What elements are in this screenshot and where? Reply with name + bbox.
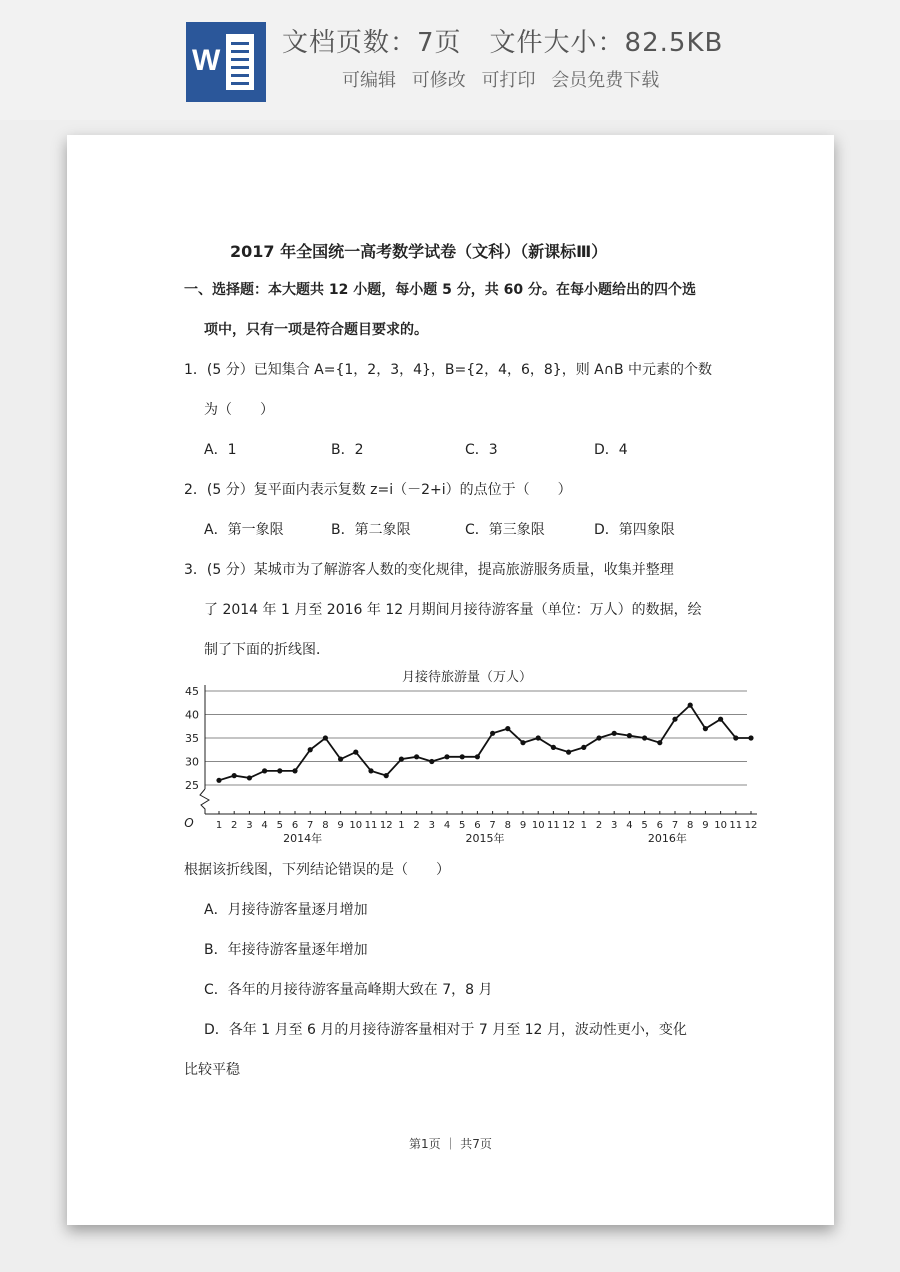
q1-option-a: A．1 <box>204 442 237 458</box>
question-1-line2: 为（ ） <box>204 402 274 418</box>
q2-option-a: A．第一象限 <box>204 522 284 538</box>
q3-option-c: C．各年的月接待游客量高峰期大致在 7，8 月 <box>204 982 493 998</box>
x-tick-label-22: 11 <box>547 820 560 831</box>
x-tick-label-25: 2 <box>595 820 603 831</box>
question-3-line1: 3．(5 分）某城市为了解游客人数的变化规律，提高旅游服务质量，收集并整理 <box>184 562 674 578</box>
q3-option-a: A．月接待游客量逐月增加 <box>204 902 368 918</box>
x-tick-label-33: 10 <box>714 820 727 831</box>
document-page <box>67 135 834 1225</box>
feature-tags <box>342 66 669 92</box>
data-point-28 <box>642 735 647 740</box>
tag-editable: 可编辑 <box>342 70 396 91</box>
x-tick-label-12: 1 <box>398 820 405 831</box>
x-tick-label-15: 4 <box>443 820 451 831</box>
section-heading-line2: 项中，只有一项是符合题目要求的。 <box>204 322 428 338</box>
q2-option-c: C．第三象限 <box>465 522 545 538</box>
y-tick-45: 45 <box>185 685 199 698</box>
q3-option-d-continued: 比较平稳 <box>184 1062 240 1078</box>
q3-option-b: B．年接待游客量逐年增加 <box>204 942 368 958</box>
x-tick-label-11: 12 <box>379 820 393 831</box>
data-point-13 <box>414 754 419 759</box>
x-tick-label-7: 8 <box>322 820 329 831</box>
data-point-9 <box>353 750 358 755</box>
file-size: 文件大小：82.5KB <box>489 28 724 58</box>
x-tick-label-3: 4 <box>261 820 268 831</box>
data-point-19 <box>505 726 510 731</box>
data-point-35 <box>748 735 753 740</box>
data-point-0 <box>216 778 221 783</box>
x-tick-label-29: 6 <box>656 820 663 831</box>
data-point-20 <box>520 740 525 745</box>
data-point-11 <box>384 773 389 778</box>
x-tick-label-14: 3 <box>428 820 435 831</box>
data-point-16 <box>460 754 465 759</box>
x-tick-label-31: 8 <box>687 820 694 831</box>
question-3-ask: 根据该折线图，下列结论错误的是（ ） <box>184 862 450 878</box>
y-tick-40: 40 <box>185 708 199 722</box>
page-count: 文档页数：7页 <box>282 28 462 58</box>
x-tick-label-0: 1 <box>215 820 223 831</box>
question-2: 2．(5 分）复平面内表示复数 z=i（－2+i）的点位于（ ） <box>184 482 572 498</box>
section-heading-line1: 一、选择题：本大题共 12 小题，每小题 5 分，共 60 分。在每小题给出的四个选 <box>184 282 696 298</box>
data-point-30 <box>672 717 677 722</box>
x-tick-label-30: 7 <box>671 820 679 831</box>
data-point-32 <box>703 726 708 731</box>
data-point-1 <box>232 773 237 778</box>
data-point-29 <box>657 740 662 745</box>
chart-svg <box>177 665 767 850</box>
q1-option-b: B．2 <box>331 442 364 458</box>
q2-option-d: D．第四象限 <box>594 522 675 538</box>
x-tick-label-9: 10 <box>349 820 363 831</box>
data-point-14 <box>429 759 434 764</box>
data-point-12 <box>399 757 404 762</box>
x-tick-label-26: 3 <box>611 820 618 831</box>
series-line <box>219 705 751 780</box>
data-point-21 <box>536 735 541 740</box>
word-letter: W <box>192 44 221 77</box>
x-tick-label-28: 5 <box>641 820 648 831</box>
y-tick-35: 35 <box>185 732 199 745</box>
doc-lines-icon <box>226 34 254 90</box>
q2-option-b: B．第二象限 <box>331 522 411 538</box>
q1-option-c: C．3 <box>465 442 498 458</box>
data-point-33 <box>718 717 723 722</box>
x-tick-label-34: 11 <box>729 820 743 831</box>
data-point-25 <box>596 735 601 740</box>
x-tick-label-32: 9 <box>702 820 709 831</box>
data-point-6 <box>308 747 313 752</box>
data-point-34 <box>733 735 738 740</box>
x-tick-label-1: 2 <box>231 820 238 831</box>
question-3-line2: 了 2014 年 1 月至 2016 年 12 月期间月接待游客量（单位：万人）的数据，绘 <box>204 602 702 618</box>
x-tick-label-35: 12 <box>744 820 758 831</box>
x-tick-label-18: 7 <box>489 820 496 831</box>
data-point-23 <box>566 750 571 755</box>
x-tick-label-8: 9 <box>337 820 344 831</box>
x-tick-label-2: 3 <box>246 820 253 831</box>
q1-option-d: D．4 <box>594 442 628 458</box>
data-point-18 <box>490 731 495 736</box>
q3-option-d: D．各年 1 月至 6 月的月接待游客量相对于 7 月至 12 月，波动性更小，变化 <box>204 1022 687 1038</box>
x-tick-label-6: 7 <box>307 820 314 831</box>
data-point-31 <box>688 703 693 708</box>
data-point-10 <box>368 768 373 773</box>
data-point-17 <box>475 754 480 759</box>
file-info <box>282 22 751 59</box>
x-tick-label-16: 5 <box>459 820 466 831</box>
x-tick-label-23: 12 <box>562 820 575 831</box>
data-point-3 <box>262 768 267 773</box>
question-1-line1: 1．(5 分）已知集合 A={1，2，3，4}，B={2，4，6，8}，则 A∩B 中元素的个数 <box>184 362 713 378</box>
x-tick-label-17: 6 <box>474 820 481 831</box>
tag-printable: 可打印 <box>481 70 536 91</box>
word-doc-icon <box>186 22 266 102</box>
data-point-2 <box>247 775 252 780</box>
chart-title: 月接待旅游量（万人） <box>401 670 533 685</box>
y-axis-break <box>200 789 209 814</box>
x-tick-label-19: 8 <box>504 820 511 831</box>
year-label-2: 2016年 <box>647 832 687 845</box>
data-point-24 <box>581 745 586 750</box>
x-tick-label-24: 1 <box>580 820 587 831</box>
x-tick-label-13: 2 <box>413 820 420 831</box>
x-tick-label-4: 5 <box>276 820 283 831</box>
tag-modifiable: 可修改 <box>411 70 466 91</box>
x-tick-label-5: 6 <box>291 820 299 831</box>
data-point-22 <box>551 745 556 750</box>
header-banner <box>0 0 900 120</box>
year-label-1: 2015年 <box>465 832 505 845</box>
x-tick-label-27: 4 <box>626 820 633 831</box>
data-point-4 <box>277 768 282 773</box>
year-label-0: 2014年 <box>283 832 323 845</box>
question-3-line3: 制了下面的折线图． <box>204 642 330 658</box>
data-point-27 <box>627 733 632 738</box>
origin-label: O <box>184 816 194 830</box>
data-point-5 <box>292 768 297 773</box>
tourist-line-chart <box>177 665 767 854</box>
x-tick-label-10: 11 <box>364 820 378 831</box>
data-point-15 <box>444 754 449 759</box>
tag-member-download: 会员免费下载 <box>551 70 660 91</box>
x-tick-label-20: 9 <box>519 820 527 831</box>
data-point-8 <box>338 757 343 762</box>
document-title: 2017 年全国统一高考数学试卷（文科）（新课标Ⅲ） <box>230 242 608 261</box>
data-point-7 <box>323 735 328 740</box>
x-tick-label-21: 10 <box>531 820 545 831</box>
data-point-26 <box>612 731 617 736</box>
y-tick-25: 25 <box>185 779 199 792</box>
y-tick-30: 30 <box>185 755 199 769</box>
page-footer: 第1页 ｜ 共7页 <box>409 1137 492 1151</box>
